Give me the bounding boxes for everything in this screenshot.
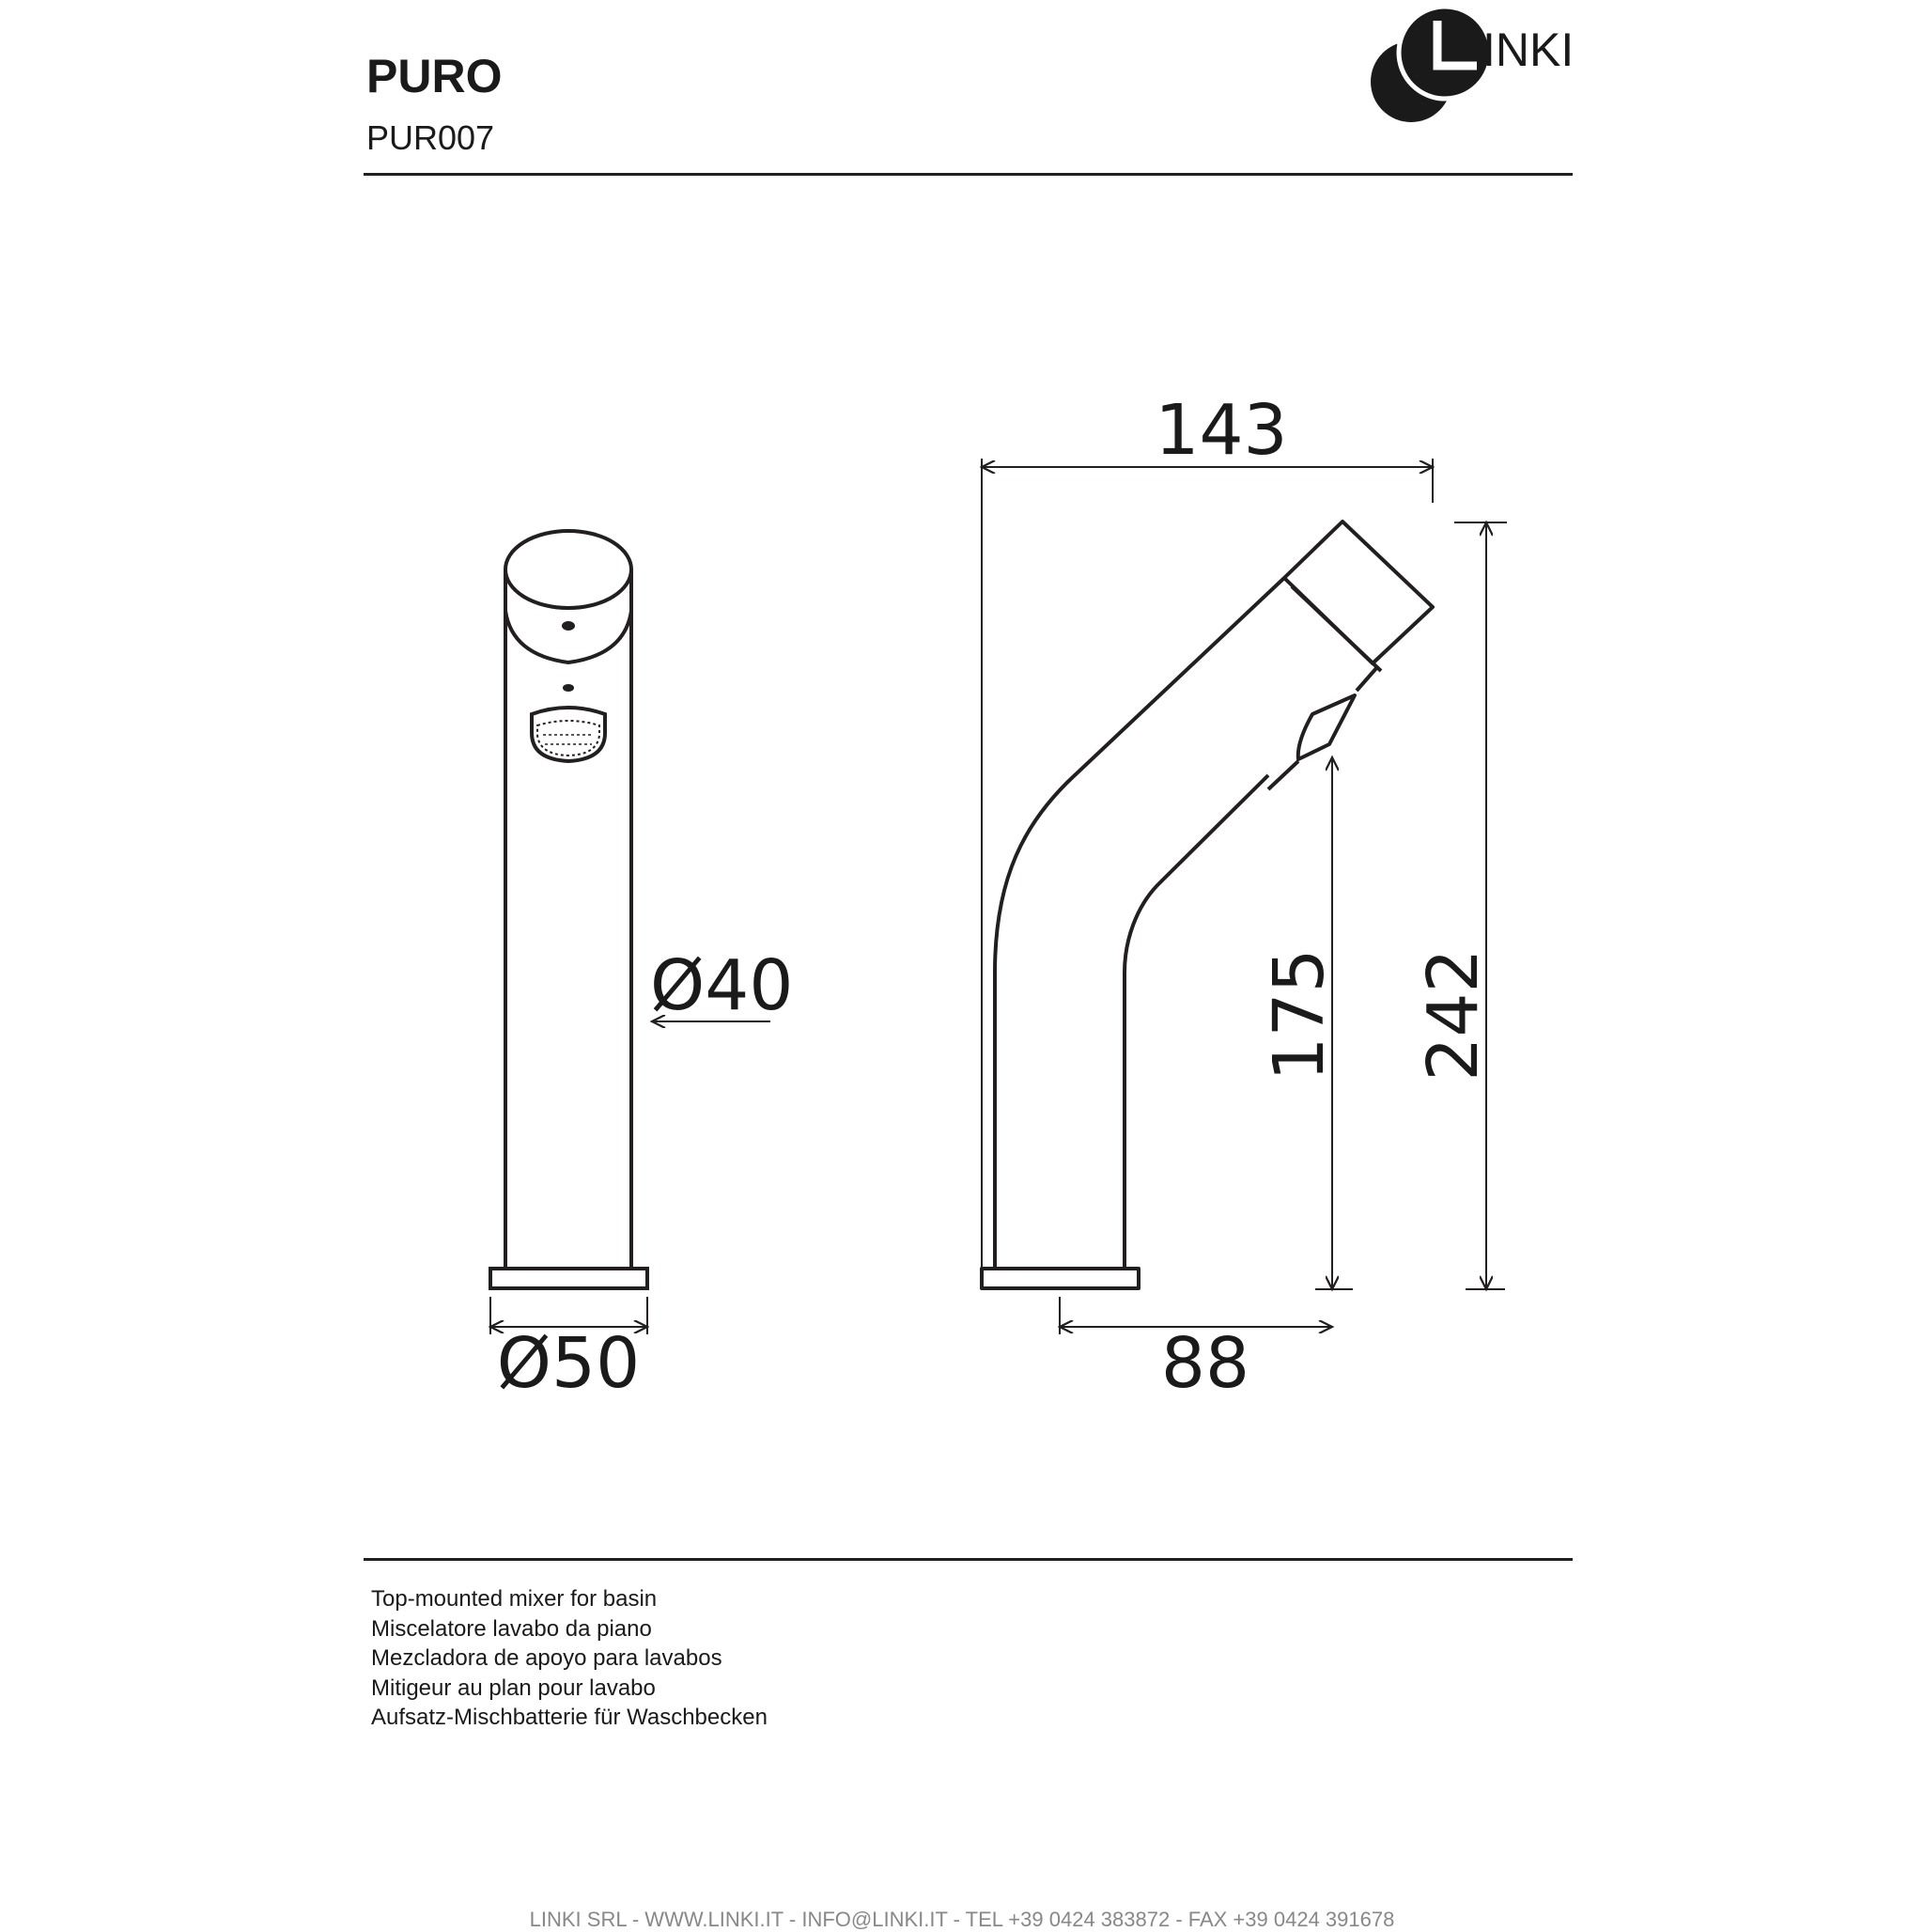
description-block [371,1584,768,1733]
side-dims [982,459,1507,1334]
description-fr: Mitigeur au plan pour lavabo [371,1675,656,1701]
side-aerator [1298,695,1355,759]
front-view [490,531,647,1288]
total-height-label: 242 [1413,948,1494,1082]
description-it: Miscelatore lavabo da piano [371,1615,652,1642]
logo-wordmark: INKI [1482,23,1575,76]
description-de: Aufsatz-Mischbatterie für Waschbecken [371,1705,768,1730]
body-diameter-label: Ø40 [650,945,794,1026]
indicator-dot [562,621,575,631]
description-en: Top-mounted mixer for basin [371,1586,658,1612]
outlet-height-label: 175 [1259,948,1340,1082]
outlet-offset-label: 88 [1160,1323,1250,1404]
side-view [982,522,1433,1288]
company-footer: LINKI SRL - WWW.LINKI.IT - INFO@LINKI.IT - TEL +39 0424 383872 - FAX +39 0424 391678 [529,1908,1395,1931]
product-code: PUR007 [366,118,495,157]
side-base [982,1269,1139,1288]
base-diameter-label: Ø50 [496,1323,641,1404]
product-title: PURO [366,50,503,102]
front-base [490,1269,647,1288]
description-es: Mezcladora de apoyo para lavabos [371,1645,722,1671]
footer-divider [364,1558,1573,1561]
aerator-icon [532,708,605,761]
depth-label: 143 [1155,390,1288,471]
